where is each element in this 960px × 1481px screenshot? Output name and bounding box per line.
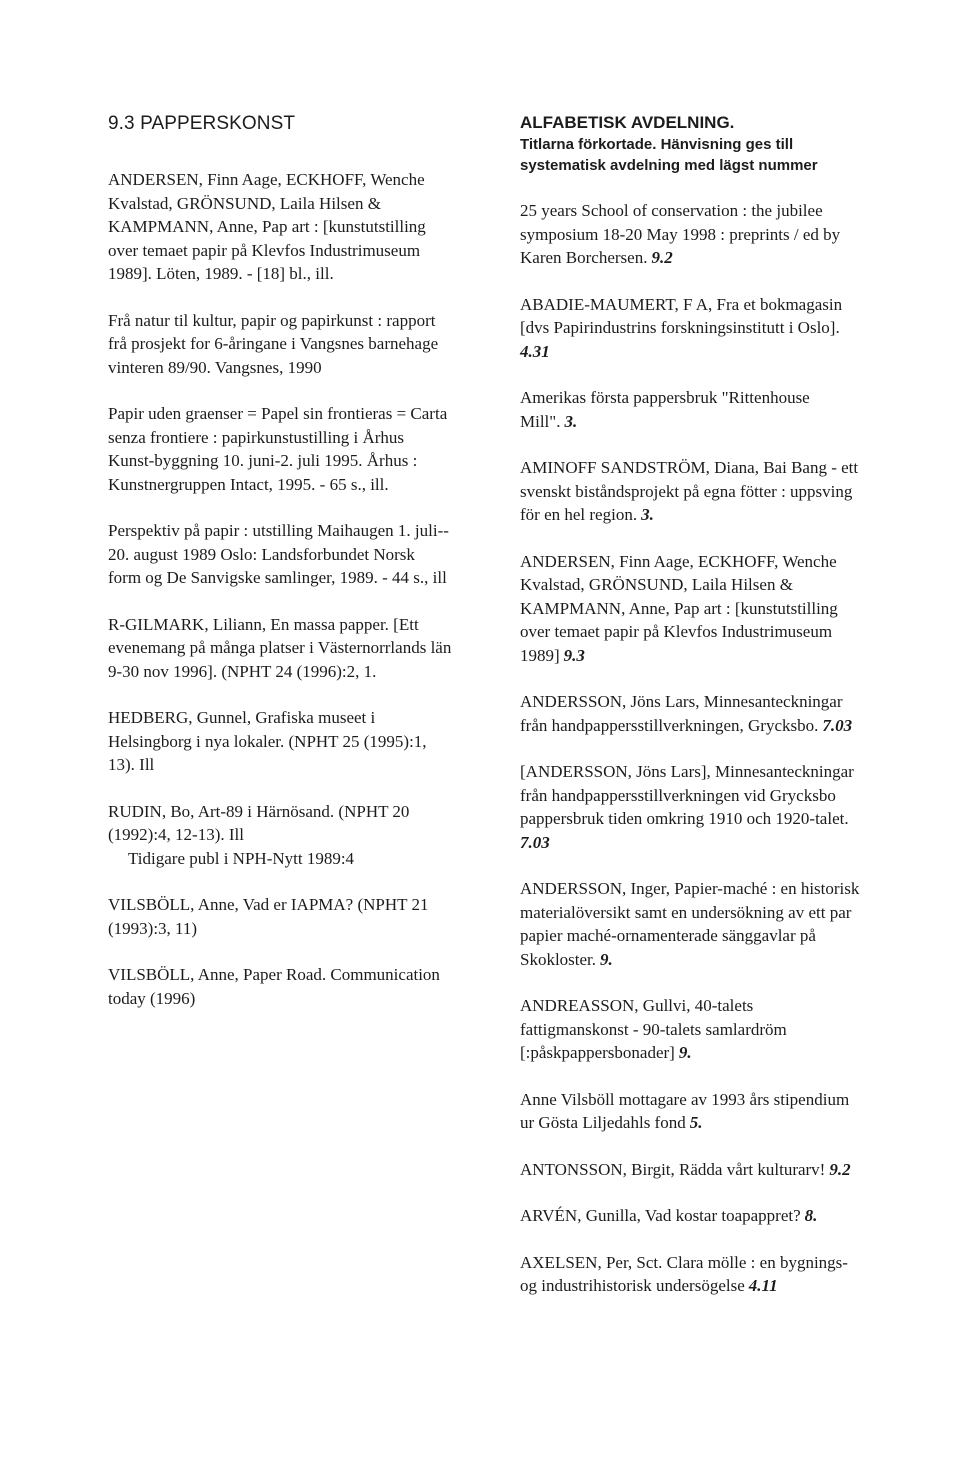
section-reference: 9.3 — [563, 645, 585, 665]
entry-line — [520, 1204, 910, 1228]
entry-line: evenemang på många platser i Västernorrlands län — [108, 638, 452, 657]
entry-line: Perspektiv på papir : utstilling Maihaugen 1. juli-- — [108, 521, 449, 540]
entry-line — [520, 714, 910, 738]
entry-text: från handpappersstillverkningen, Grycksbo. — [520, 715, 819, 735]
entry-text: Karen Borchersen. — [520, 248, 648, 267]
entry-line: papier maché-ornamenterade sänggavlar på — [520, 926, 816, 945]
right-column — [520, 112, 910, 1321]
bibliography-entry — [108, 893, 490, 940]
section-reference: 4.31 — [520, 341, 550, 361]
entry-line — [520, 948, 910, 972]
entry-line — [520, 1041, 910, 1065]
entry-line: KAMPMANN, Anne, Pap art : [kunstutstilling — [520, 598, 838, 618]
entry-line: today (1996) — [108, 988, 196, 1008]
bibliography-entry — [108, 402, 490, 496]
bibliography-entry — [520, 1158, 910, 1182]
entry-line: [dvs Papirindustrins forskningsinstitutt i Oslo]. — [520, 318, 840, 337]
left-entry-list — [108, 168, 490, 1010]
entry-line: svenskt biståndsprojekt på egna fötter : uppsving — [520, 481, 853, 501]
entry-line — [520, 1111, 910, 1135]
entry-line: VILSBÖLL, Anne, Paper Road. Communication — [108, 965, 440, 984]
section-reference: 7.03 — [520, 832, 550, 852]
bibliography-entry — [520, 877, 910, 971]
bibliography-entry — [520, 456, 910, 527]
entry-line: form og De Sanvigske samlinger, 1989. - 44 s., ill — [108, 568, 447, 587]
section-reference: 3. — [564, 411, 578, 431]
left-column — [108, 112, 490, 1033]
entry-text: Skokloster. — [520, 949, 597, 969]
entry-line: ANDERSEN, Finn Aage, ECKHOFF, Wenche — [520, 551, 837, 571]
entry-line: pappersbruk tiden omkring 1910 och 1920-talet. — [520, 809, 849, 828]
entry-line: AXELSEN, Per, Sct. Clara mölle : en bygnings- — [520, 1252, 848, 1272]
entry-line: materialöversikt samt en undersökning av ett par — [520, 902, 852, 922]
bibliography-entry — [108, 963, 490, 1010]
entry-line: ANDERSEN, Finn Aage, ECKHOFF, Wenche — [108, 170, 425, 189]
entry-line: KAMPMANN, Anne, Pap art : [kunstutstilling — [108, 217, 426, 236]
entry-line: Papir uden graenser = Papel sin frontieras = Carta — [108, 404, 448, 423]
bibliography-entry — [520, 760, 910, 854]
entry-line: frå prosjekt for 6-åringane i Vangsnes barnehage — [108, 334, 439, 353]
entry-line: Helsingborg i nya lokaler. (NPHT 25 (1995):1, — [108, 731, 427, 751]
entry-text: og industrihistorisk undersögelse — [520, 1276, 745, 1295]
bibliography-entry — [108, 800, 490, 871]
index-subheading-line: systematisk avdelning med lägst nummer — [520, 157, 818, 174]
entry-text: för en hel region. — [520, 505, 638, 524]
entry-line: VILSBÖLL, Anne, Vad er IAPMA? (NPHT 21 — [108, 895, 429, 914]
bibliography-entry — [520, 1204, 910, 1228]
entry-line: fattigmanskonst - 90-talets samlardröm — [520, 1019, 787, 1039]
entry-line: vinteren 89/90. Vangsnes, 1990 — [108, 357, 322, 377]
entry-text: 1989] — [520, 645, 560, 665]
entry-line — [520, 246, 910, 270]
bibliography-entry — [520, 690, 910, 737]
section-reference: 7.03 — [822, 715, 853, 735]
entry-line — [520, 1274, 910, 1298]
entry-line: over temaet papir på Klevfos Industrimuseum — [108, 240, 421, 260]
section-reference: 9.2 — [829, 1159, 851, 1179]
section-reference: 4.11 — [748, 1276, 778, 1295]
bibliography-entry — [108, 309, 490, 380]
bibliography-entry — [108, 613, 490, 684]
section-reference: 9. — [600, 949, 613, 969]
entry-line: Kunstnergruppen Intact, 1995. - 65 s., ill. — [108, 474, 389, 494]
bibliography-entry — [520, 199, 910, 270]
entry-line — [520, 340, 910, 364]
bibliography-entry — [520, 994, 910, 1065]
entry-line: AMINOFF SANDSTRÖM, Diana, Bai Bang - ett — [520, 458, 859, 477]
index-heading: ALFABETISK AVDELNING. — [520, 113, 735, 132]
bibliography-entry — [108, 168, 490, 286]
entry-line: [ANDERSSON, Jöns Lars], Minnesanteckningar — [520, 762, 854, 781]
section-heading: 9.3 PAPPERSKONST — [108, 113, 296, 134]
entry-line: HEDBERG, Gunnel, Grafiska museet i — [108, 708, 376, 727]
bibliography-entry — [108, 706, 490, 777]
bibliography-entry — [520, 1251, 910, 1298]
entry-text: ARVÉN, Gunilla, Vad kostar toapappret? — [520, 1206, 801, 1225]
entry-line — [520, 644, 910, 668]
entry-line: från handpappersstillverkningen vid Grycksbo — [520, 785, 836, 805]
entry-line — [520, 503, 910, 527]
entry-text: ur Gösta Liljedahls fond — [520, 1113, 686, 1132]
bibliography-entry — [520, 386, 910, 433]
entry-line: ANDERSSON, Inger, Papier-maché : en historisk — [520, 879, 860, 898]
entry-line: senza frontiere : papirkunstustilling i Århus — [108, 427, 405, 447]
entry-line: 25 years School of conservation : the jubilee — [520, 201, 823, 220]
entry-text: [:påskpappersbonader] — [520, 1043, 675, 1062]
entry-line: Kunst-byggning 10. juni-2. juli 1995. Århus : — [108, 451, 418, 470]
index-subheading-line: Titlarna förkortade. Hänvisning ges till — [520, 136, 794, 153]
entry-line: 13). Ill — [108, 755, 155, 774]
entry-line: (1993):3, 11) — [108, 918, 198, 938]
entry-line: R-GILMARK, Liliann, En massa papper. [Ett — [108, 614, 419, 634]
entry-line — [520, 831, 910, 855]
entry-line: Kvalstad, GRÖNSUND, Laila Hilsen & — [520, 575, 793, 594]
entry-line — [520, 1158, 910, 1182]
entry-line: Amerikas första pappersbruk "Rittenhouse — [520, 388, 810, 407]
entry-line: RUDIN, Bo, Art-89 i Härnösand. (NPHT 20 — [108, 801, 410, 821]
entry-line: 20. august 1989 Oslo: Landsforbundet Norsk — [108, 544, 415, 564]
entry-line — [520, 410, 910, 434]
entry-line: symposium 18-20 May 1998 : preprints / ed by — [520, 224, 841, 244]
section-reference: 9.2 — [651, 248, 673, 267]
bibliography-entry — [520, 293, 910, 364]
section-reference: 8. — [804, 1206, 818, 1225]
entry-line: ANDREASSON, Gullvi, 40-talets — [520, 996, 754, 1015]
section-reference: 5. — [689, 1113, 703, 1132]
entry-line: Anne Vilsböll mottagare av 1993 års stipendium — [520, 1089, 850, 1109]
entry-text: Mill". — [520, 411, 561, 431]
entry-line: ANDERSSON, Jöns Lars, Minnesanteckningar — [520, 692, 843, 711]
entry-line: 9-30 nov 1996]. (NPHT 24 (1996):2, 1. — [108, 661, 377, 681]
section-reference: 3. — [641, 505, 654, 524]
bibliography-entry — [520, 550, 910, 668]
entry-line: (1992):4, 12-13). Ill — [108, 825, 244, 844]
entry-line: 1989]. Löten, 1989. - [18] bl., ill. — [108, 264, 334, 283]
right-entry-list — [520, 199, 910, 1298]
entry-note: Tidigare publ i NPH-Nytt 1989:4 — [128, 848, 355, 868]
index-subheading — [520, 134, 910, 176]
entry-line: ABADIE-MAUMERT, F A, Fra et bokmagasin — [520, 294, 843, 314]
bibliography-entry — [108, 519, 490, 590]
entry-line: Frå natur til kultur, papir og papirkunst : rapport — [108, 310, 436, 330]
bibliography-entry — [520, 1088, 910, 1135]
entry-text: ANTONSSON, Birgit, Rädda vårt kulturarv! — [520, 1159, 826, 1179]
entry-line: Kvalstad, GRÖNSUND, Laila Hilsen & — [108, 193, 381, 213]
section-reference: 9. — [678, 1043, 692, 1062]
entry-line: over temaet papir på Klevfos Industrimuseum — [520, 622, 833, 641]
